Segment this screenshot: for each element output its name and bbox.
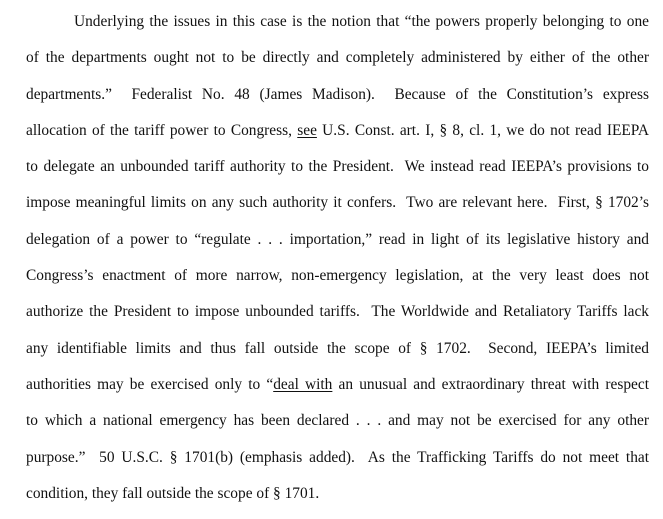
text-line	[26, 154, 649, 190]
text-segment: U.S. Const. art. I, § 8, cl. 1, we do not read IEEPA	[316, 121, 650, 139]
text-line	[26, 336, 649, 372]
text-segment: condition, they fall outside the scope of § 1701.	[26, 484, 320, 502]
text-segment: any identifiable limits and thus fall outside the scope of § 1702. Second, IEEPA’s limited	[26, 339, 649, 357]
text-line	[26, 481, 649, 517]
text-segment: an unusual and extraordinary threat with respect	[332, 375, 649, 393]
text-line	[26, 45, 649, 81]
text-segment: departments.” Federalist No. 48 (James Madison). Because of the Constitution’s express	[26, 85, 649, 103]
opinion-paragraph	[26, 9, 649, 517]
text-line	[26, 263, 649, 299]
text-line	[26, 82, 649, 118]
text-segment: of the departments ought not to be directly and completely administered by either of the other	[26, 49, 649, 67]
text-segment: impose meaningful limits on any such authority it confers. Two are relevant here. First, § 1702’s	[26, 194, 649, 212]
text-line	[26, 9, 649, 45]
text-segment: purpose.” 50 U.S.C. § 1701(b) (emphasis added). As the Trafficking Tariffs do not meet that	[26, 448, 649, 466]
text-segment: authorize the President to impose unbounded tariffs. The Worldwide and Retaliatory Tariffs lack	[26, 303, 649, 321]
underlined-phrase: deal with	[273, 375, 333, 393]
underlined-phrase: see	[297, 121, 317, 139]
text-line	[26, 408, 649, 444]
text-segment: allocation of the tariff power to Congress,	[26, 121, 298, 139]
text-segment: to which a national emergency has been declared . . . and may not be exercised for any other	[26, 412, 649, 430]
text-segment: to delegate an unbounded tariff authority to the President. We instead read IEEPA’s provisions to	[26, 158, 649, 176]
text-segment: authorities may be exercised only to “	[26, 375, 274, 393]
text-segment: Congress’s enactment of more narrow, non-emergency legislation, at the very least does not	[26, 267, 649, 285]
text-line	[26, 299, 649, 335]
text-line	[26, 445, 649, 481]
text-line	[26, 227, 649, 263]
text-segment: Underlying the issues in this case is the notion that “the powers properly belonging to one	[74, 13, 649, 30]
text-segment: delegation of a power to “regulate . . . importation,” read in light of its legislative history and	[26, 230, 649, 248]
text-line	[26, 372, 649, 408]
text-line	[26, 190, 649, 226]
text-line	[26, 118, 649, 154]
